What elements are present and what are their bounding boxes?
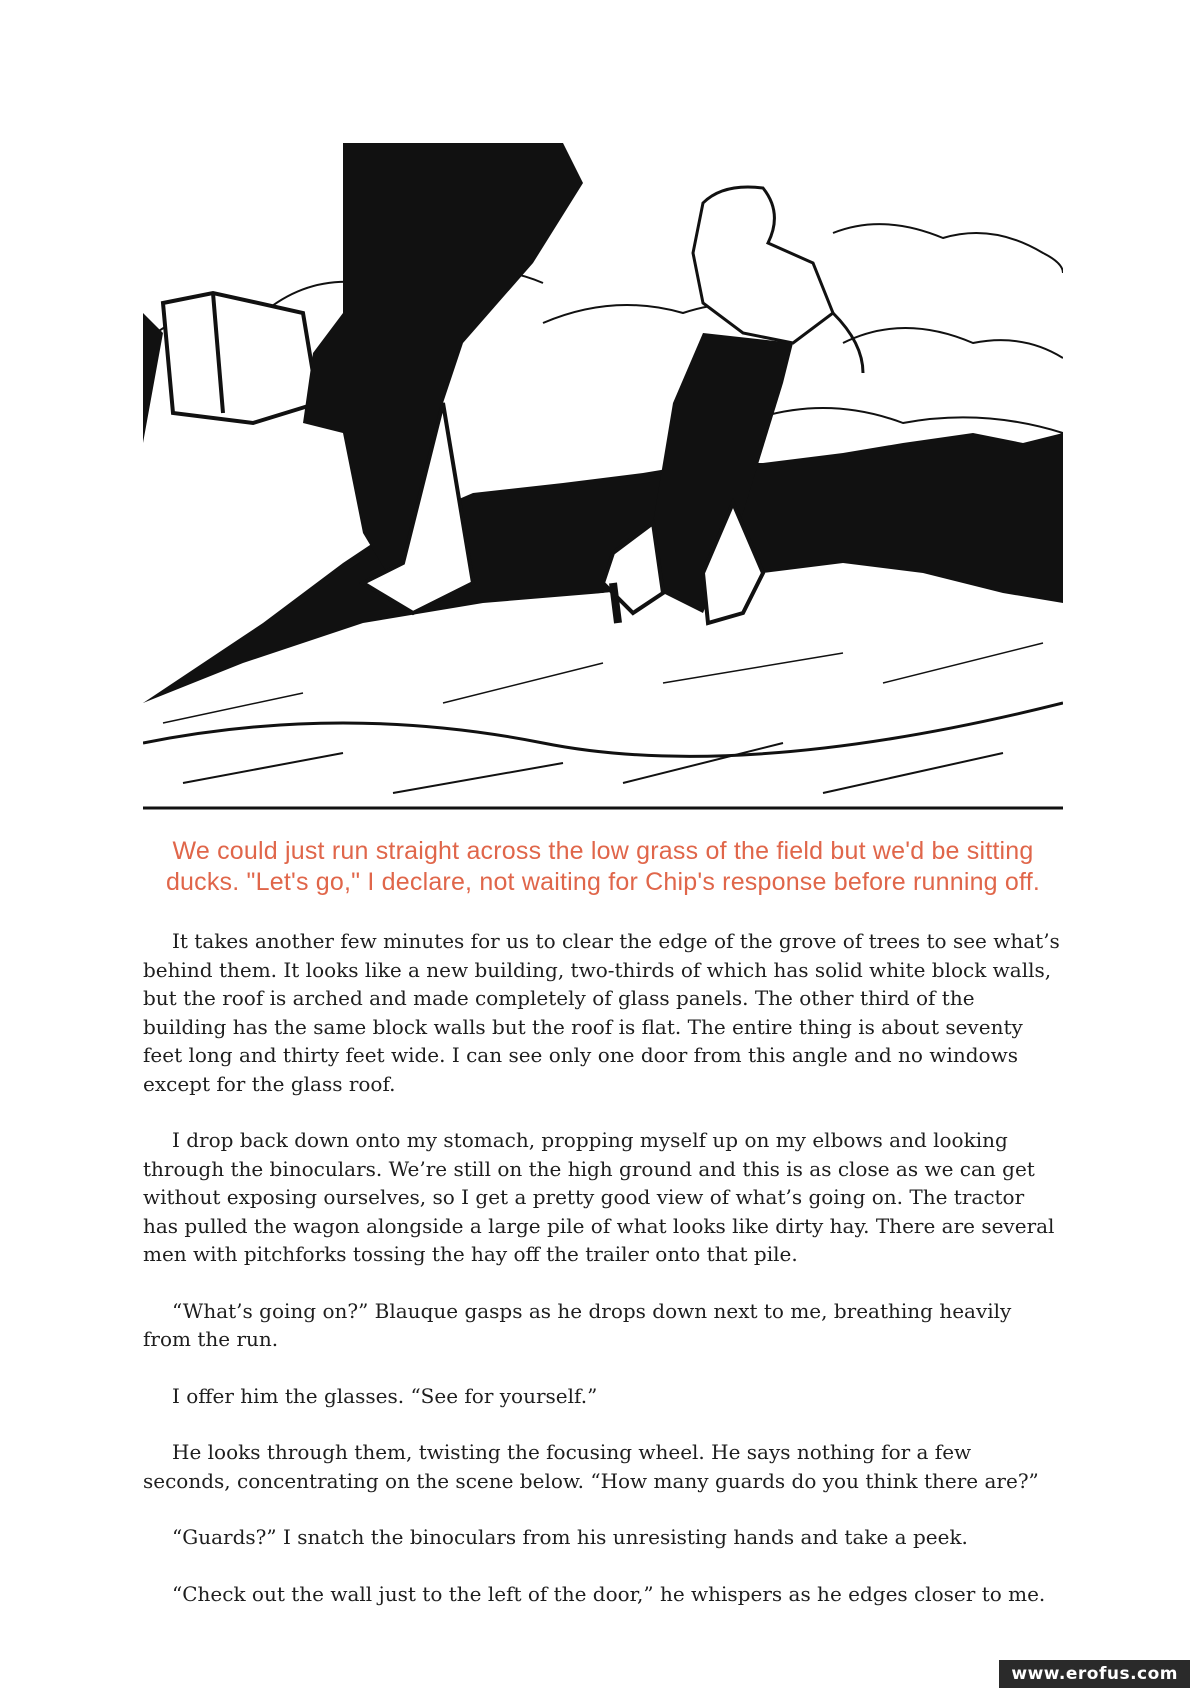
paragraph: It takes another few minutes for us to clear the edge of the grove of trees to see what’s behind them. It looks like a new building, two-thirds of which has solid white block walls, but the roof is arched and made completely of glass panels. The other third of the building has the same block walls but the roof is flat. The entire thing is about seventy feet long and thirty feet wide. I can see only one door from this angle and no windows except for the glass roof. (143, 929, 1060, 1096)
site-watermark: www.erofus.com (999, 1660, 1190, 1688)
illustration-caption (143, 836, 1063, 898)
caption-line-2: ducks. "Let's go," I declare, not waiting for Chip's response before running off. (165, 868, 1041, 896)
paragraph: I drop back down onto my stomach, propping myself up on my elbows and looking through the binoculars. We’re still on the high ground and this is as close as we can get without exposing ourselves, so I get a pretty good view of what’s going on. The tractor has pulled the wagon alongside a large pile of what looks like dirty hay. There are several men with pitchforks tossing the hay off the trailer onto that pile. (143, 1128, 1055, 1266)
paragraph: I offer him the glasses. “See for yourself.” (172, 1383, 598, 1408)
running-figures-illustration (143, 143, 1063, 813)
caption-line-1: We could just run straight across the low grass of the field but we'd be sitting (172, 837, 1034, 865)
paragraph: He looks through them, twisting the focusing wheel. He says nothing for a few seconds, concentrating on the scene below. “How many guards do you think there are?” (143, 1440, 1039, 1493)
story-text (143, 927, 1063, 1636)
paragraph: “Guards?” I snatch the binoculars from his unresisting hands and take a peek. (172, 1525, 968, 1549)
field-scene-icon (143, 143, 1063, 813)
paragraph: “Check out the wall just to the left of the door,” he whispers as he edges closer to me. (172, 1581, 1046, 1606)
paragraph: “What’s going on?” Blauque gasps as he drops down next to me, breathing heavily from the run. (143, 1298, 1012, 1351)
